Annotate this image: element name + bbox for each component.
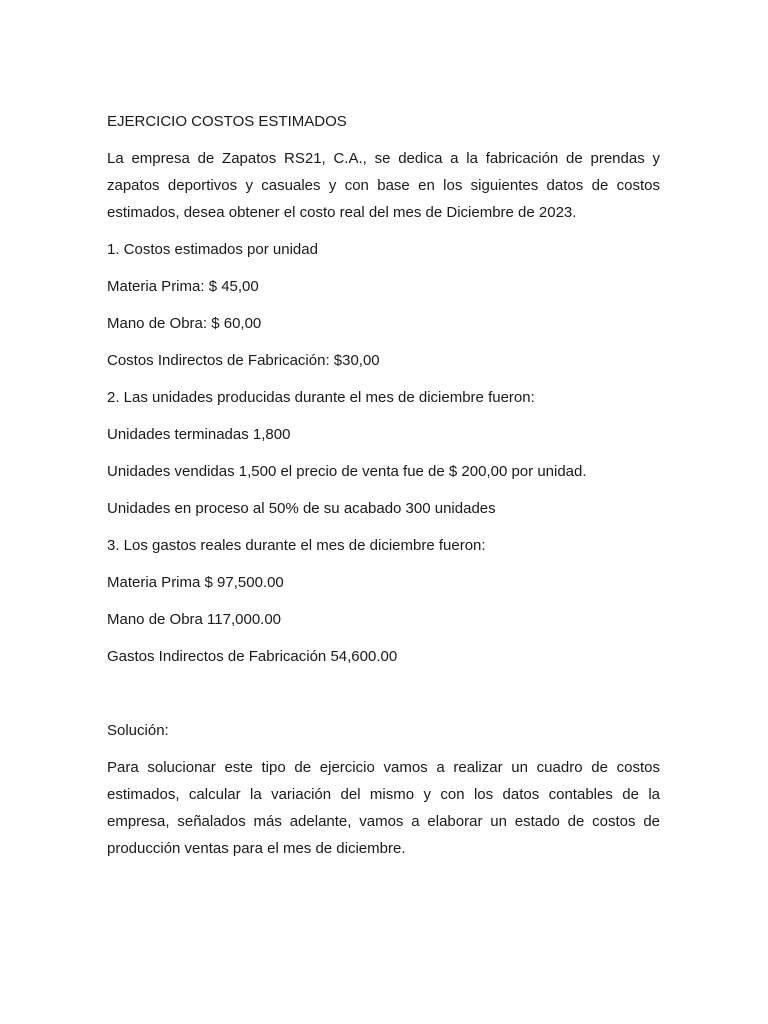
solution-paragraph: Para solucionar este tipo de ejercicio vamos a realizar un cuadro de costos estimados, calcular la variación del mismo y con los datos contables de la empresa, señalados más adelante, vamos a elaborar un estado de costos de producción ventas para el mes de diciembre.	[107, 759, 660, 857]
intro-paragraph: La empresa de Zapatos RS21, C.A., se dedica a la fabricación de prendas y zapatos deportivos y casuales y con base en los siguientes datos de costos estimados, desea obtener el costo real del mes de Diciembre de 2023.	[107, 150, 660, 221]
document-body	[107, 108, 660, 872]
solution-heading: Solución:	[107, 722, 169, 739]
document-title: EJERCICIO COSTOS ESTIMADOS	[107, 113, 347, 130]
units-in-process: Unidades en proceso al 50% de su acabado 300 unidades	[107, 500, 496, 517]
blank-line	[107, 680, 660, 717]
units-sold: Unidades vendidas 1,500 el precio de venta fue de $ 200,00 por unidad.	[107, 463, 587, 480]
actual-cost-overhead: Gastos Indirectos de Fabricación 54,600.00	[107, 648, 398, 665]
actual-cost-raw-material: Materia Prima $ 97,500.00	[107, 574, 284, 591]
estimated-cost-labor: Mano de Obra: $ 60,00	[107, 315, 262, 332]
estimated-cost-raw-material: Materia Prima: $ 45,00	[107, 278, 259, 295]
section-1-heading: 1. Costos estimados por unidad	[107, 241, 318, 258]
section-3-heading: 3. Los gastos reales durante el mes de diciembre fueron:	[107, 537, 486, 554]
actual-cost-labor: Mano de Obra 117,000.00	[107, 611, 282, 628]
units-finished: Unidades terminadas 1,800	[107, 426, 291, 443]
estimated-cost-overhead: Costos Indirectos de Fabricación: $30,00	[107, 352, 380, 369]
section-2-heading: 2. Las unidades producidas durante el mes de diciembre fueron:	[107, 389, 535, 406]
